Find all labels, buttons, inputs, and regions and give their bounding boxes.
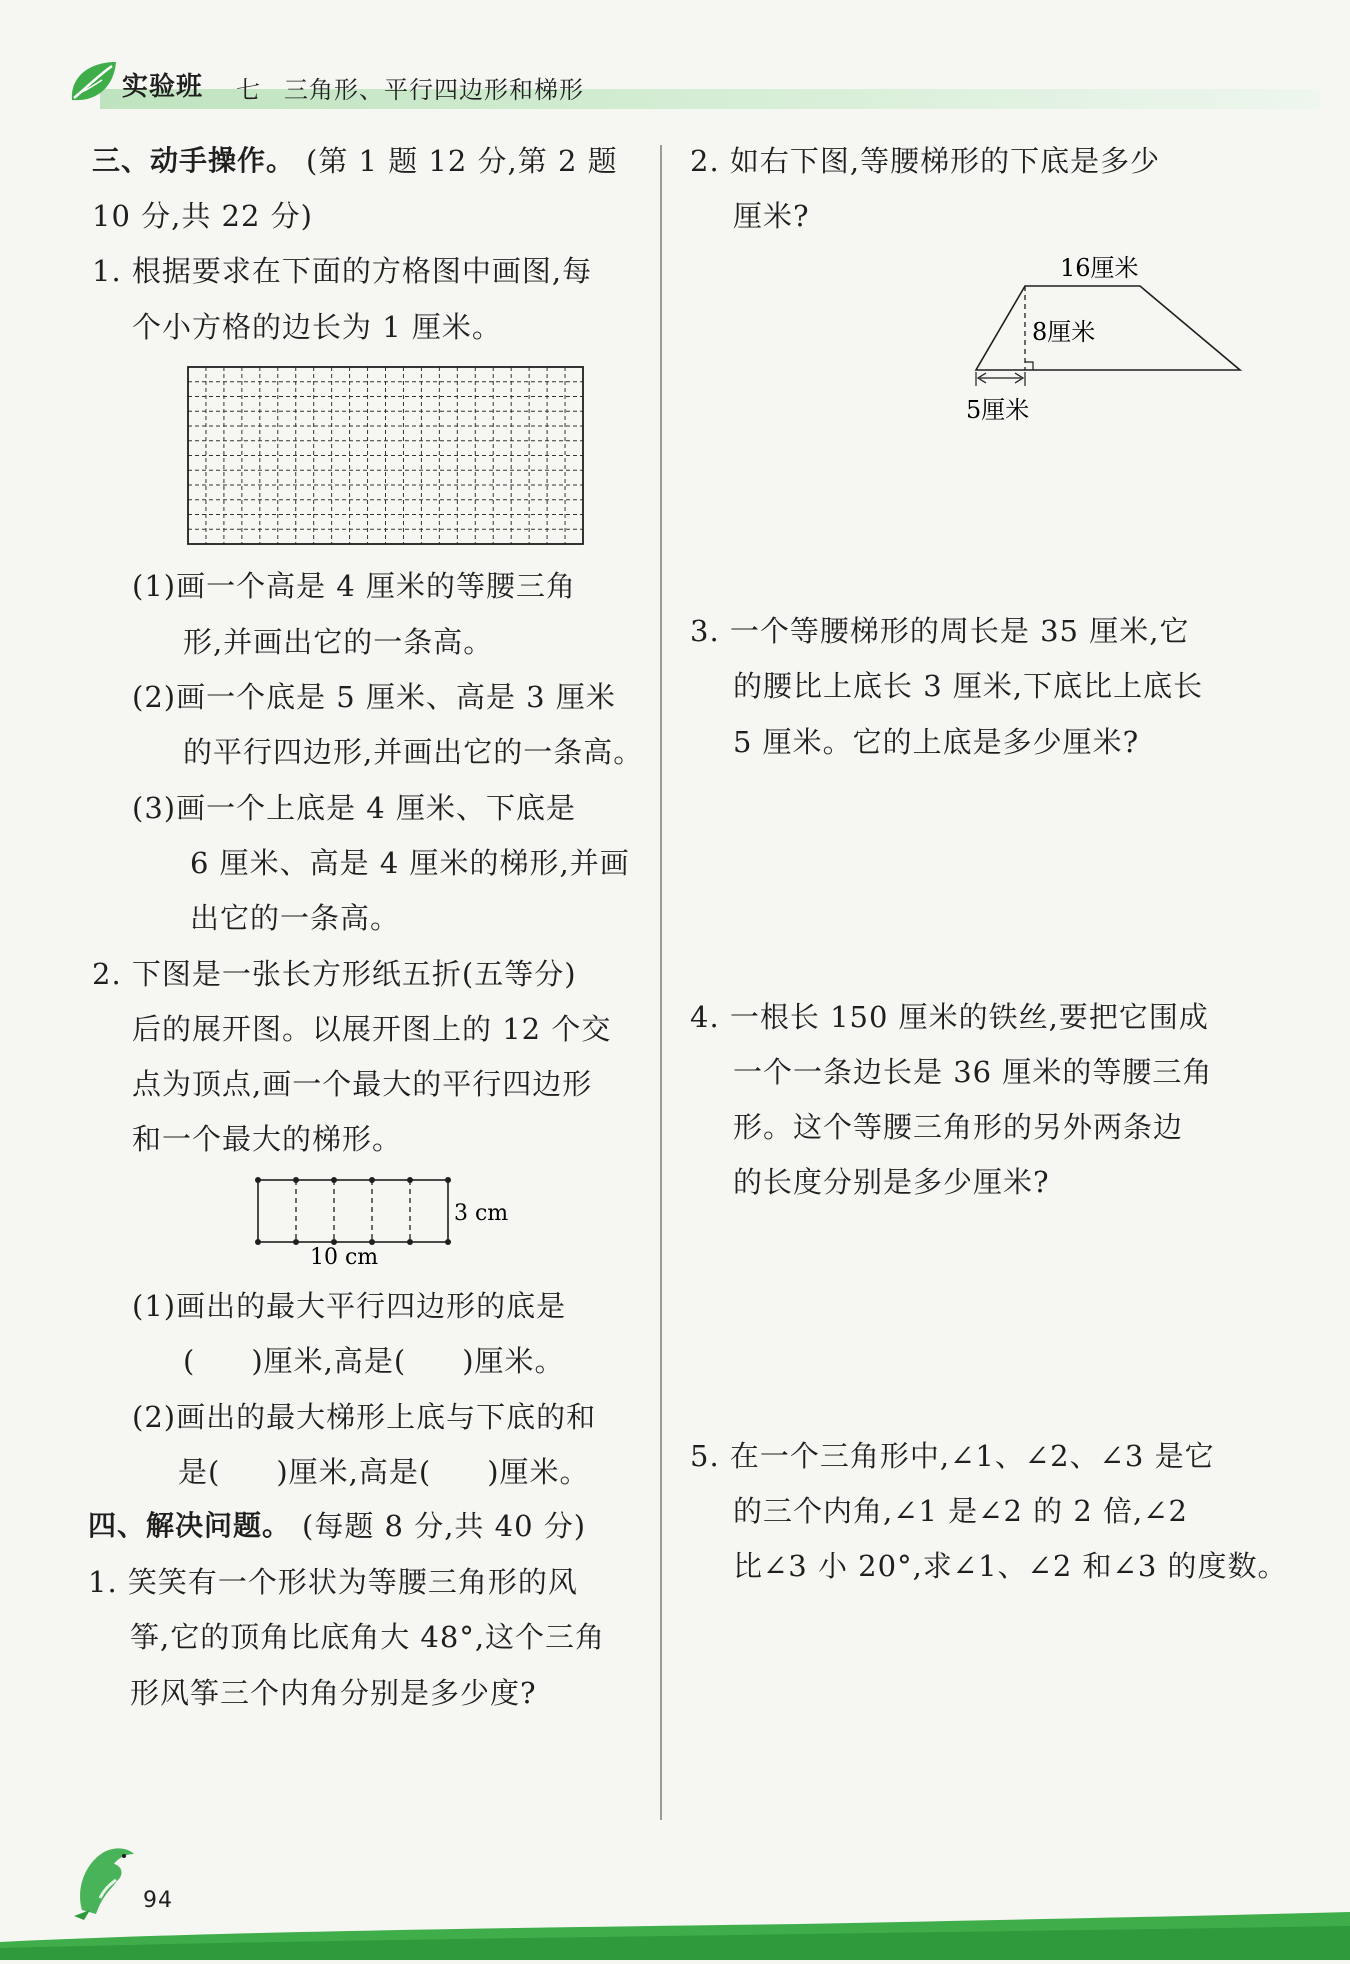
s4-q4-line4: 的长度分别是多少厘米?: [733, 1165, 1050, 1199]
blank-end: )厘米。: [487, 1455, 590, 1489]
s3-q2-line3: 点为顶点,画一个最大的平行四边形: [132, 1067, 593, 1101]
s4-q5-line3: 比∠3 小 20°,求∠1、∠2 和∠3 的度数。: [733, 1549, 1288, 1583]
s3-q1-part2-a: (2)画一个底是 5 厘米、高是 3 厘米: [132, 680, 616, 714]
s3-q1-line2: 个小方格的边长为 1 厘米。: [132, 310, 502, 344]
blank-open: (: [183, 1344, 196, 1378]
s3-q1-part1-a: (1)画一个高是 4 厘米的等腰三角: [132, 569, 576, 603]
s3-q2-part1-b: [183, 1344, 565, 1378]
blank-mid: )厘米,高是(: [276, 1455, 432, 1489]
trapezoid-height-label: 8厘米: [1032, 318, 1096, 346]
s4-q1-line2: 筝,它的顶角比底角大 48°,这个三角: [130, 1620, 606, 1654]
section3-score-2: 10 分,共 22 分): [92, 199, 313, 233]
s4-q3-line2: 的腰比上底长 3 厘米,下底比上底长: [733, 669, 1204, 703]
s4-q2-line1: 2. 如右下图,等腰梯形的下底是多少: [690, 144, 1161, 178]
s4-q4-line1: 4. 一根长 150 厘米的铁丝,要把它围成: [690, 1000, 1209, 1034]
s3-q1-part3-b: 6 厘米、高是 4 厘米的梯形,并画: [190, 846, 630, 880]
trapezoid-top-label: 16厘米: [1060, 254, 1139, 282]
blank-open: 是(: [178, 1455, 221, 1489]
s4-q4-line3: 形。这个等腰三角形的另外两条边: [733, 1110, 1184, 1144]
blank-mid: )厘米,高是(: [251, 1344, 407, 1378]
s3-q2-part2-a: (2)画出的最大梯形上底与下底的和: [132, 1400, 597, 1434]
s3-q2-line4: 和一个最大的梯形。: [132, 1122, 403, 1156]
fig-width-label: 10 cm: [310, 1245, 379, 1270]
s3-q1-part3-a: (3)画一个上底是 4 厘米、下底是: [132, 791, 576, 825]
s4-q2-line2: 厘米?: [733, 199, 810, 233]
chapter-title: 三角形、平行四边形和梯形: [284, 76, 584, 104]
dolphin-icon: [70, 1840, 140, 1920]
blank-end: )厘米。: [462, 1344, 565, 1378]
trapezoid-offset-label: 5厘米: [966, 396, 1030, 424]
folded-paper-figure: [250, 1170, 530, 1270]
s3-q2-part2-b: [178, 1455, 590, 1489]
fig-height-label: 3 cm: [454, 1201, 509, 1226]
s3-q1-line1: 1. 根据要求在下面的方格图中画图,每: [92, 254, 593, 288]
section3-title: 三、动手操作。: [92, 144, 296, 177]
section3-score-1: (第 1 题 12 分,第 2 题: [306, 144, 618, 178]
header-band: [100, 89, 1320, 109]
series-title: 实验班: [122, 72, 204, 102]
s4-q4-line2: 一个一条边长是 36 厘米的等腰三角: [733, 1055, 1213, 1089]
s3-q2-line2: 后的展开图。以展开图上的 12 个交: [132, 1012, 612, 1046]
section4-title: 四、解决问题。: [88, 1509, 292, 1542]
s4-q3-line3: 5 厘米。它的上底是多少厘米?: [733, 725, 1140, 759]
s3-q1-part2-b: 的平行四边形,并画出它的一条高。: [183, 735, 644, 769]
s4-q3-line1: 3. 一个等腰梯形的周长是 35 厘米,它: [690, 614, 1190, 648]
footer-grass-band: [0, 1902, 1350, 1960]
s4-q5-line1: 5. 在一个三角形中,∠1、∠2、∠3 是它: [690, 1439, 1215, 1473]
chapter-number: 七: [236, 76, 261, 104]
s4-q5-line2: 的三个内角,∠1 是∠2 的 2 倍,∠2: [733, 1494, 1189, 1528]
column-divider: [660, 145, 662, 1820]
s3-q2-line1: 2. 下图是一张长方形纸五折(五等分): [92, 957, 577, 991]
grid-figure: [186, 365, 586, 547]
s4-q1-line3: 形风筝三个内角分别是多少度?: [130, 1676, 537, 1710]
s3-q1-part1-b: 形,并画出它的一条高。: [183, 625, 494, 659]
s4-q1-line1: 1. 笑笑有一个形状为等腰三角形的风: [88, 1565, 578, 1599]
page-number: 94: [143, 1888, 173, 1913]
s3-q1-part3-c: 出它的一条高。: [190, 901, 401, 935]
s3-q2-part1-a: (1)画出的最大平行四边形的底是: [132, 1289, 567, 1323]
leaf-logo-icon: [68, 58, 120, 104]
section4-score: (每题 8 分,共 40 分): [302, 1509, 587, 1543]
trapezoid-figure: [960, 248, 1250, 433]
